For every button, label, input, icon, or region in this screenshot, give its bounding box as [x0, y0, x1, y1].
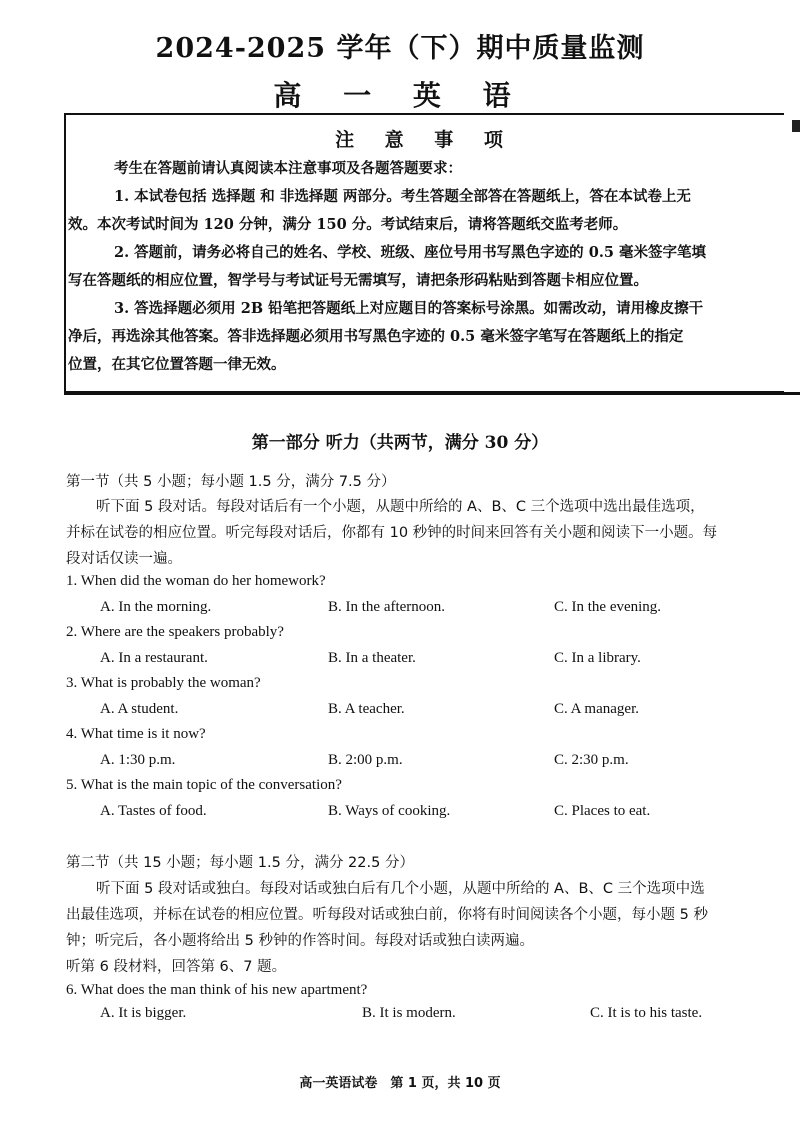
option-c: C. In a library. — [554, 650, 641, 666]
option-a: A. In a restaurant. — [100, 650, 208, 666]
question-stem: 2. Where are the speakers probably? — [66, 624, 284, 640]
page-footer: 高一英语试卷 第 1 页，共 10 页 — [299, 1076, 501, 1091]
exam-title: 2024-2025 学年（下）期中质量监测 — [155, 33, 645, 64]
option-b: B. A teacher. — [328, 701, 405, 717]
notice-line: 净后，再选涂其他答案。答非选择题必须用书写黑色字迹的 0.5 毫米签字笔写在答题纸上的指定 — [68, 328, 684, 345]
subject-title: 高 一 英 语 — [273, 79, 527, 112]
section2-heading: 第二节（共 15 小题；每小题 1.5 分，满分 22.5 分） — [66, 855, 414, 871]
notice-box — [64, 113, 784, 393]
option-a: A. In the morning. — [100, 599, 212, 615]
material-note: 听第 6 段材料，回答第 6、7 题。 — [66, 959, 287, 975]
question-stem: 1. When did the woman do her homework? — [66, 573, 326, 589]
notice-line: 写在答题纸的相应位置，智学号与考试证号无需填写，请把条形码粘贴到答题卡相应位置。 — [68, 272, 648, 289]
section2-instruction: 钟；听完后，各小题将给出 5 秒钟的作答时间。每段对话或独白读两遍。 — [66, 933, 534, 949]
section1-instruction: 并标在试卷的相应位置。听完每段对话后，你都有 10 秒钟的时间来回答有关小题和阅读下一小题。每 — [66, 525, 718, 541]
option-b: B. In a theater. — [328, 650, 416, 666]
notice-line: 位置，在其它位置答题一律无效。 — [68, 356, 286, 373]
question-stem: 4. What time is it now? — [66, 726, 206, 742]
option-a: A. A student. — [100, 701, 179, 717]
section1-instruction: 听下面 5 段对话。每段对话后有一个小题，从题中所给的 A、B、C 三个选项中选出最佳选项， — [96, 499, 705, 515]
option-c: C. It is to his taste. — [590, 1005, 703, 1021]
notice-line: 1. 本试卷包括 选择题 和 非选择题 两部分。考生答题全部答在答题纸上，答在本试卷上无 — [114, 188, 691, 205]
notice-line: 3. 答选择题必须用 2B 铅笔把答题纸上对应题目的答案标号涂黑。如需改动，请用橡皮擦干 — [114, 300, 704, 317]
option-a: A. 1:30 p.m. — [100, 752, 176, 768]
option-c: C. In the evening. — [554, 599, 662, 615]
section1-heading: 第一节（共 5 小题；每小题 1.5 分，满分 7.5 分） — [66, 474, 396, 490]
option-b: B. It is modern. — [362, 1005, 456, 1021]
option-b: B. 2:00 p.m. — [328, 752, 403, 768]
notice-divider — [64, 392, 800, 395]
page-edge-mark — [792, 120, 800, 132]
option-a: A. Tastes of food. — [100, 803, 207, 819]
option-a: A. It is bigger. — [100, 1005, 187, 1021]
option-c: C. Places to eat. — [554, 803, 651, 819]
notice-line: 2. 答题前，请务必将自己的姓名、学校、班级、座位号用书写黑色字迹的 0.5 毫米签字笔填 — [114, 244, 707, 261]
option-b: B. In the afternoon. — [328, 599, 446, 615]
section2-instruction: 听下面 5 段对话或独白。每段对话或独白后有几个小题，从题中所给的 A、B、C 三个选项中选 — [96, 881, 705, 897]
question-stem: 6. What does the man think of his new apartment? — [66, 982, 368, 998]
part1-title: 第一部分 听力（共两节，满分 30 分） — [251, 433, 549, 453]
notice-line: 效。本次考试时间为 120 分钟，满分 150 分。考试结束后，请将答题纸交监考老师。 — [68, 216, 628, 233]
option-b: B. Ways of cooking. — [328, 803, 451, 819]
question-stem: 3. What is probably the woman? — [66, 675, 261, 691]
notice-heading: 注 意 事 项 — [335, 129, 515, 151]
question-stem: 5. What is the main topic of the conversation? — [66, 777, 342, 793]
option-c: C. 2:30 p.m. — [554, 752, 629, 768]
section1-instruction: 段对话仅读一遍。 — [66, 551, 182, 567]
section2-instruction: 出最佳选项，并标在试卷的相应位置。听每段对话或独白前，你将有时间阅读各个小题，每小题 5 秒 — [66, 907, 708, 923]
notice-intro: 考生在答题前请认真阅读本注意事项及各题答题要求： — [114, 160, 462, 177]
option-c: C. A manager. — [554, 701, 639, 717]
